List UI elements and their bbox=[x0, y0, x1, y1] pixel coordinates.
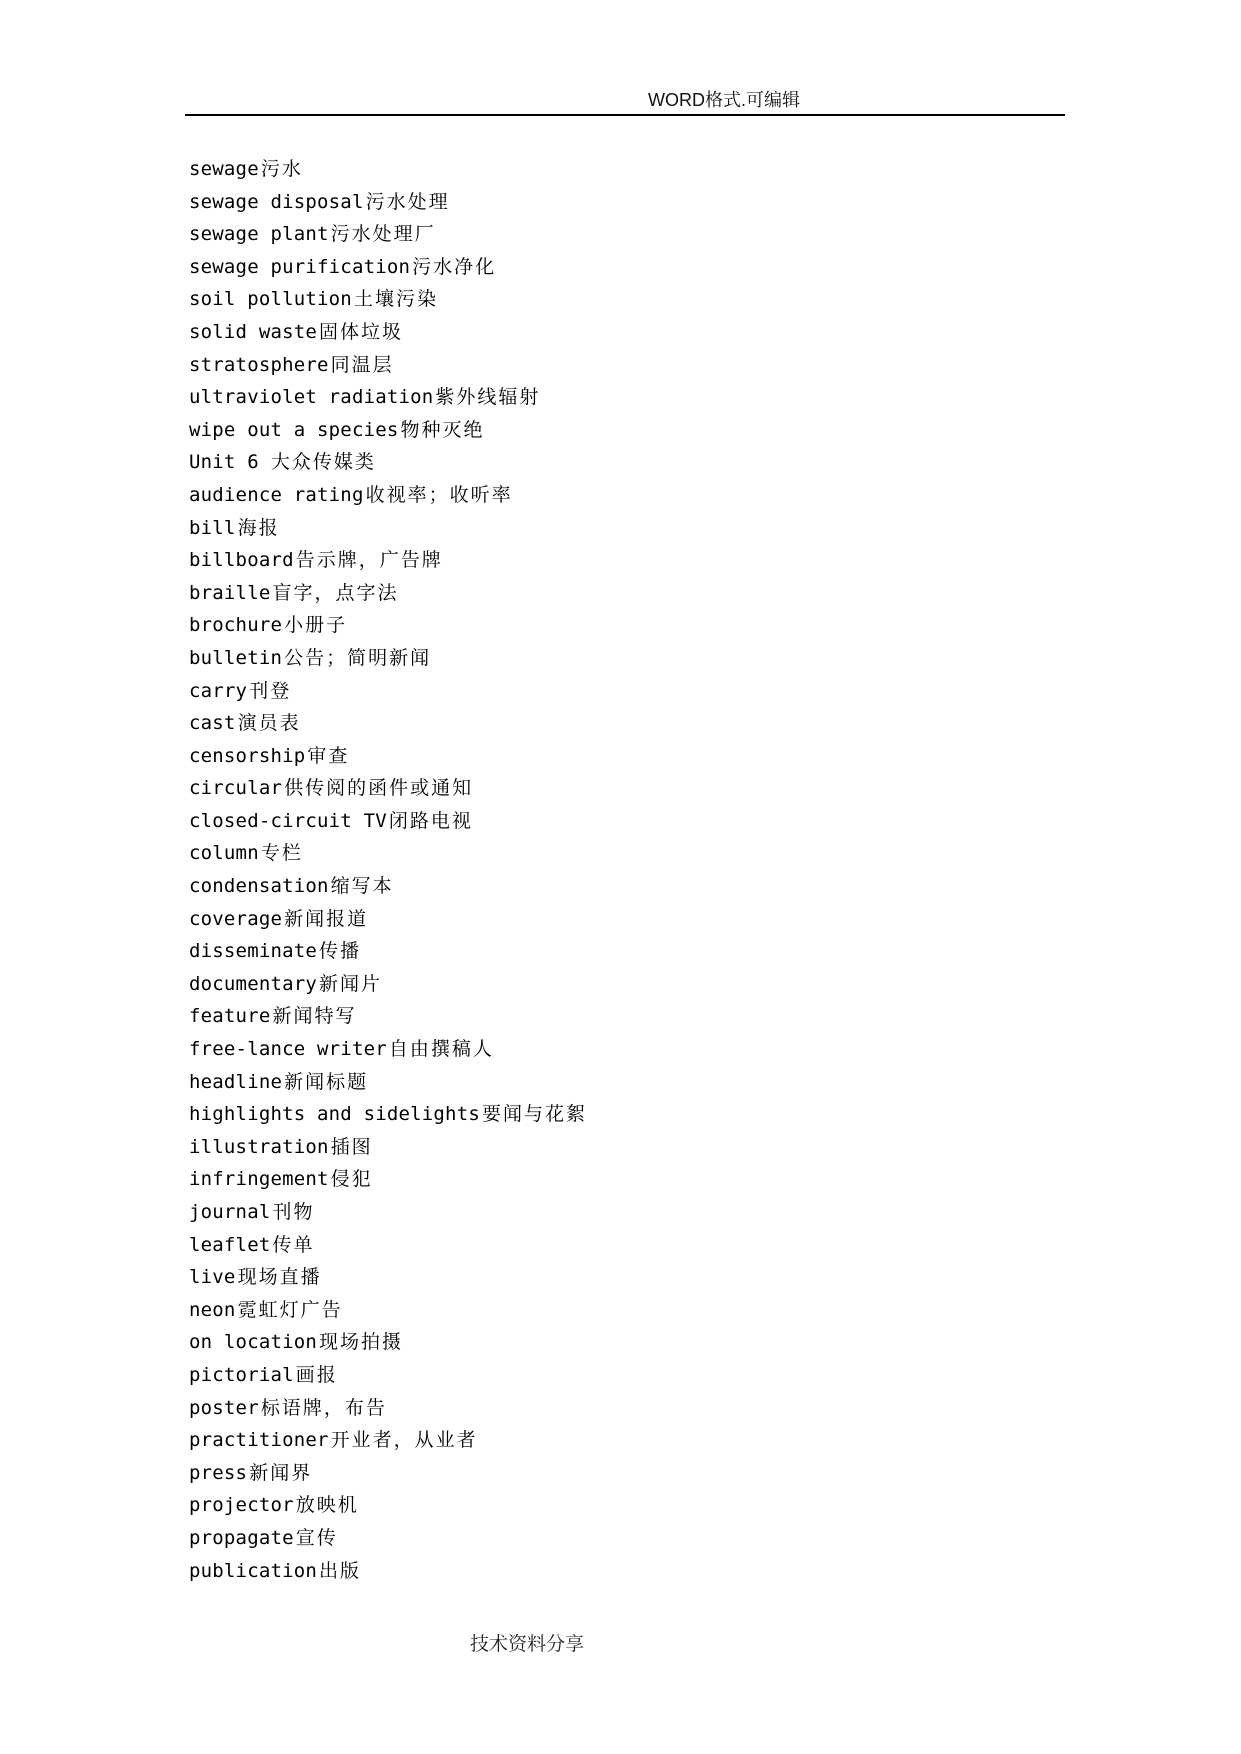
english-term: publication bbox=[189, 1559, 318, 1582]
english-term: ultraviolet radiation bbox=[189, 386, 434, 409]
english-term: feature bbox=[189, 1005, 271, 1028]
english-term: press bbox=[189, 1461, 248, 1484]
chinese-translation: 公告；简明新闻 bbox=[284, 646, 432, 669]
vocab-entry bbox=[189, 870, 1089, 903]
english-term: bill bbox=[189, 516, 236, 539]
chinese-translation: 演员表 bbox=[237, 712, 301, 735]
page-header bbox=[185, 86, 1065, 116]
chinese-translation: 宣传 bbox=[295, 1526, 338, 1549]
chinese-translation: 插图 bbox=[330, 1135, 373, 1158]
vocab-entry bbox=[189, 935, 1089, 968]
page-footer bbox=[470, 1632, 584, 1656]
vocab-entry bbox=[189, 675, 1089, 708]
english-term: poster bbox=[189, 1396, 259, 1419]
vocab-entry bbox=[189, 837, 1089, 870]
chinese-translation: 传播 bbox=[319, 940, 362, 963]
vocab-entry bbox=[189, 186, 1089, 219]
header-text: WORD格式.可编辑 bbox=[648, 90, 800, 110]
chinese-translation: 现场直播 bbox=[237, 1266, 322, 1289]
english-term: braille bbox=[189, 581, 271, 604]
english-term: stratosphere bbox=[189, 353, 329, 376]
footer-text: 技术资料分享 bbox=[470, 1633, 585, 1655]
english-term: bulletin bbox=[189, 646, 283, 669]
chinese-translation: 刊物 bbox=[272, 1201, 315, 1223]
unit-heading bbox=[189, 446, 1089, 479]
english-term: leaflet bbox=[189, 1233, 271, 1256]
english-term: live bbox=[189, 1266, 236, 1289]
unit-title: 大众传媒类 bbox=[270, 451, 376, 474]
unit-number: Unit 6 bbox=[189, 451, 259, 474]
chinese-translation: 新闻标题 bbox=[284, 1070, 369, 1093]
vocab-entry bbox=[189, 1033, 1089, 1066]
chinese-translation: 小册子 bbox=[284, 614, 348, 637]
english-term: illustration bbox=[189, 1135, 329, 1158]
chinese-translation: 闭路电视 bbox=[388, 809, 473, 832]
chinese-translation: 刊登 bbox=[249, 679, 292, 702]
chinese-translation: 新闻片 bbox=[319, 972, 383, 995]
vocab-entry bbox=[189, 707, 1089, 740]
english-term: documentary bbox=[189, 972, 318, 995]
chinese-translation: 污水处理 bbox=[365, 190, 450, 213]
english-term: soil pollution bbox=[189, 288, 352, 311]
vocab-entry bbox=[189, 381, 1089, 414]
vocabulary-list bbox=[189, 153, 1089, 1587]
vocab-entry bbox=[189, 1392, 1089, 1425]
vocab-entry bbox=[189, 1555, 1089, 1588]
vocab-entry bbox=[189, 805, 1089, 838]
chinese-translation: 专栏 bbox=[260, 842, 303, 865]
vocab-entry bbox=[189, 740, 1089, 773]
english-term: closed-circuit TV bbox=[189, 809, 387, 832]
chinese-translation: 霓虹灯广告 bbox=[237, 1298, 343, 1321]
chinese-translation: 收视率；收听率 bbox=[365, 483, 513, 506]
vocab-entry bbox=[189, 1261, 1089, 1294]
vocab-entry bbox=[189, 544, 1089, 577]
vocab-entry bbox=[189, 1196, 1089, 1229]
chinese-translation: 画报 bbox=[295, 1363, 338, 1386]
vocab-entry bbox=[189, 1522, 1089, 1555]
english-term: propagate bbox=[189, 1526, 294, 1549]
vocab-entry bbox=[189, 1066, 1089, 1099]
vocab-entry bbox=[189, 577, 1089, 610]
chinese-translation: 自由撰稿人 bbox=[388, 1038, 494, 1061]
vocab-entry bbox=[189, 1000, 1089, 1033]
chinese-translation: 新闻特写 bbox=[272, 1005, 357, 1028]
vocab-entry bbox=[189, 1163, 1089, 1196]
chinese-translation: 放映机 bbox=[295, 1494, 359, 1517]
vocab-entry bbox=[189, 414, 1089, 447]
vocab-entry bbox=[189, 903, 1089, 936]
english-term: practitioner bbox=[189, 1429, 329, 1452]
vocab-entry bbox=[189, 1098, 1089, 1131]
english-term: cast bbox=[189, 712, 236, 735]
vocab-entry bbox=[189, 1294, 1089, 1327]
english-term: censorship bbox=[189, 744, 306, 767]
chinese-translation: 污水处理厂 bbox=[330, 223, 436, 246]
chinese-translation: 物种灭绝 bbox=[400, 418, 485, 441]
english-term: sewage plant bbox=[189, 223, 329, 246]
chinese-translation: 土壤污染 bbox=[353, 288, 438, 311]
english-term: neon bbox=[189, 1298, 236, 1321]
english-term: free-lance writer bbox=[189, 1038, 387, 1061]
english-term: wipe out a species bbox=[189, 418, 399, 441]
english-term: sewage purification bbox=[189, 255, 411, 278]
english-term: condensation bbox=[189, 875, 329, 898]
vocab-entry bbox=[189, 218, 1089, 251]
vocab-entry bbox=[189, 1457, 1089, 1490]
vocab-entry bbox=[189, 968, 1089, 1001]
english-term: headline bbox=[189, 1070, 283, 1093]
vocab-entry bbox=[189, 1489, 1089, 1522]
chinese-translation: 告示牌，广告牌 bbox=[295, 549, 443, 572]
chinese-translation: 污水净化 bbox=[412, 255, 497, 278]
english-term: disseminate bbox=[189, 940, 318, 963]
chinese-translation: 海报 bbox=[237, 516, 280, 539]
english-term: pictorial bbox=[189, 1363, 294, 1386]
vocab-entry bbox=[189, 1359, 1089, 1392]
vocab-entry bbox=[189, 1229, 1089, 1262]
english-term: brochure bbox=[189, 614, 283, 637]
vocab-entry bbox=[189, 609, 1089, 642]
english-term: journal bbox=[189, 1201, 271, 1223]
english-term: circular bbox=[189, 777, 283, 800]
chinese-translation: 盲字，点字法 bbox=[272, 581, 399, 604]
chinese-translation: 审查 bbox=[307, 744, 350, 767]
chinese-translation: 标语牌，布告 bbox=[260, 1396, 387, 1419]
vocab-entry bbox=[189, 1424, 1089, 1457]
english-term: on location bbox=[189, 1331, 318, 1354]
chinese-translation: 新闻界 bbox=[249, 1461, 313, 1484]
english-term: infringement bbox=[189, 1168, 329, 1191]
chinese-translation: 要闻与花絮 bbox=[481, 1103, 587, 1126]
english-term: carry bbox=[189, 679, 248, 702]
vocab-entry bbox=[189, 316, 1089, 349]
chinese-translation: 新闻报道 bbox=[284, 907, 369, 930]
vocab-entry bbox=[189, 642, 1089, 675]
chinese-translation: 污水 bbox=[260, 158, 303, 180]
chinese-translation: 同温层 bbox=[330, 353, 394, 376]
vocab-entry bbox=[189, 1326, 1089, 1359]
chinese-translation: 传单 bbox=[272, 1233, 315, 1256]
vocab-entry bbox=[189, 153, 1089, 186]
vocab-entry bbox=[189, 479, 1089, 512]
vocab-entry bbox=[189, 251, 1089, 284]
english-term: solid waste bbox=[189, 320, 318, 343]
english-term: coverage bbox=[189, 907, 283, 930]
vocab-entry bbox=[189, 283, 1089, 316]
english-term: column bbox=[189, 842, 259, 865]
chinese-translation: 出版 bbox=[319, 1559, 362, 1582]
english-term: billboard bbox=[189, 549, 294, 572]
english-term: highlights and sidelights bbox=[189, 1103, 480, 1126]
chinese-translation: 供传阅的函件或通知 bbox=[284, 777, 474, 800]
vocab-entry bbox=[189, 349, 1089, 382]
english-term: sewage disposal bbox=[189, 190, 364, 213]
chinese-translation: 紫外线辐射 bbox=[435, 386, 541, 409]
chinese-translation: 开业者，从业者 bbox=[330, 1429, 478, 1452]
english-term: audience rating bbox=[189, 483, 364, 506]
english-term: sewage bbox=[189, 158, 259, 180]
chinese-translation: 现场拍摄 bbox=[319, 1331, 404, 1354]
chinese-translation: 缩写本 bbox=[330, 875, 394, 898]
chinese-translation: 侵犯 bbox=[330, 1168, 373, 1191]
english-term: projector bbox=[189, 1494, 294, 1517]
vocab-entry bbox=[189, 772, 1089, 805]
chinese-translation: 固体垃圾 bbox=[319, 320, 404, 343]
vocab-entry bbox=[189, 512, 1089, 545]
vocab-entry bbox=[189, 1131, 1089, 1164]
